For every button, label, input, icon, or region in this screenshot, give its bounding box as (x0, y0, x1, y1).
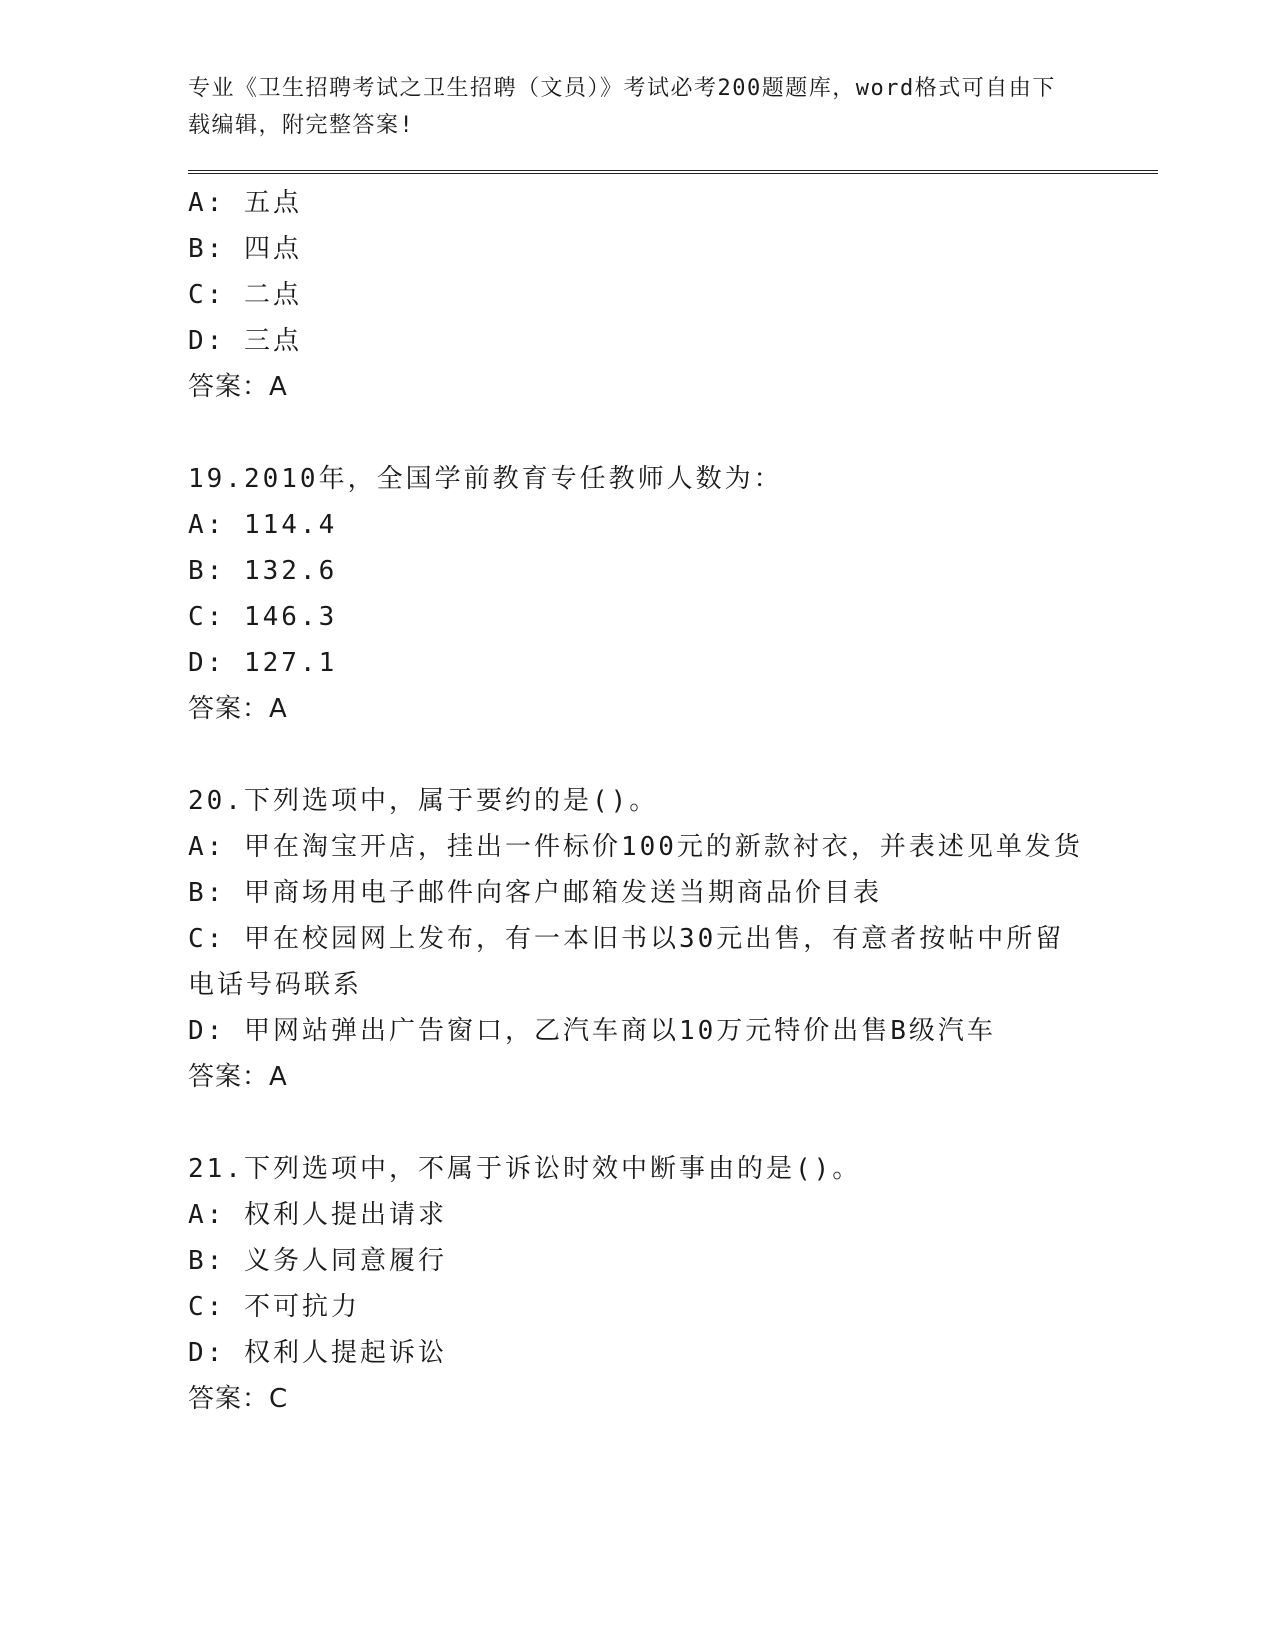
option-a: A: 甲在淘宝开店，挂出一件标价100元的新款衬衣，并表述见单发货 (188, 832, 1083, 862)
option-a: A: 114.4 (188, 510, 338, 540)
option-b: B: 义务人同意履行 (188, 1246, 447, 1276)
question-text: 19.2010年，全国学前教育专任教师人数为： (188, 464, 783, 494)
question-block-20 (188, 778, 1158, 1100)
option-c: C: 甲在校园网上发布，有一本旧书以30元出售，有意者按帖中所留电话号码联系 (188, 924, 1065, 1000)
question-block-21 (188, 1146, 1158, 1422)
option-b: B: 甲商场用电子邮件向客户邮箱发送当期商品价目表 (188, 878, 882, 908)
option-b: B: 四点 (188, 234, 302, 264)
option-a: A: 权利人提出请求 (188, 1200, 447, 1230)
question-text: 20.下列选项中，属于要约的是()。 (188, 786, 659, 816)
option-c: C: 146.3 (188, 602, 338, 632)
document-header: 专业《卫生招聘考试之卫生招聘（文员）》考试必考200题题库，word格式可自由下载编辑，附完整答案! (188, 76, 1056, 138)
header-divider (188, 170, 1158, 174)
option-d: D: 三点 (188, 326, 302, 356)
question-text: 21.下列选项中，不属于诉讼时效中断事由的是()。 (188, 1154, 862, 1184)
question-block-18 (188, 180, 1158, 410)
document-page (188, 70, 1158, 1422)
option-c: C: 二点 (188, 280, 302, 310)
answer-line: 答案：A (188, 372, 288, 402)
option-d: D: 权利人提起诉讼 (188, 1338, 447, 1368)
option-d: D: 127.1 (188, 648, 338, 678)
answer-line: 答案：C (188, 1384, 289, 1414)
option-d: D: 甲网站弹出广告窗口，乙汽车商以10万元特价出售B级汽车 (188, 1016, 996, 1046)
option-a: A: 五点 (188, 188, 302, 218)
question-block-19 (188, 456, 1158, 732)
answer-line: 答案：A (188, 694, 288, 724)
option-b: B: 132.6 (188, 556, 338, 586)
option-c: C: 不可抗力 (188, 1292, 360, 1322)
answer-line: 答案：A (188, 1062, 288, 1092)
